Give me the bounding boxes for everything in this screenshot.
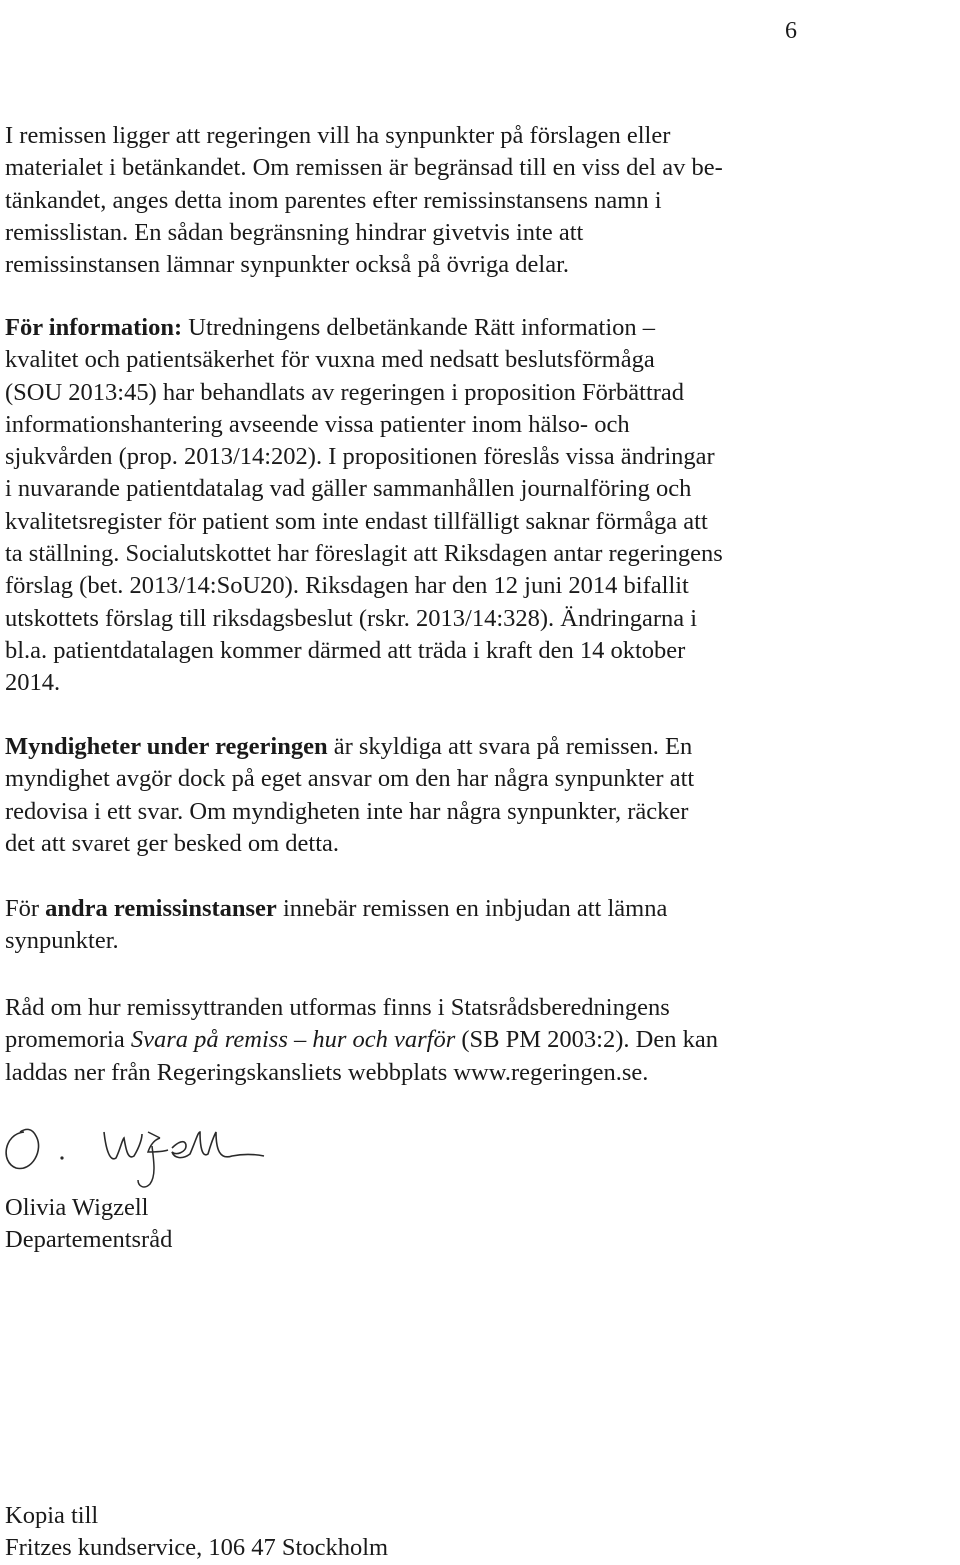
text-run: innebär remissen en inbjudan att lämna [276,895,668,922]
text-line: (SOU 2013:45) har behandlats av regeringen i proposition Förbättrad [5,378,685,406]
publication-title: Svara på remiss – hur och varför [130,1026,456,1054]
bold-lead: andra remissinstanser [45,895,277,922]
text-run: är skyldiga att svara på remissen. En [327,733,693,760]
bold-lead: För information: [5,314,183,341]
signatory-name: Olivia Wigzell [5,1194,149,1221]
text-line: förslag (bet. 2013/14:SoU20). Riksdagen har den 12 juni 2014 bifallit [5,572,689,600]
text-line: kvalitetsregister för patient som inte endast tillfälligt saknar förmåga att [5,507,708,535]
signatory [5,1192,172,1257]
text-line: remisslistan. En sådan begränsning hindrar givetvis inte att [5,218,584,246]
text-line: I remissen ligger att regeringen vill ha synpunkter på förslagen eller [5,122,671,149]
paragraph-advice [5,992,815,1089]
text-line: utskottets förslag till riksdagsbeslut (rskr. 2013/14:328). Ändringarna i [5,604,698,632]
text-line: ta ställning. Socialutskottet har föreslagit att Riksdagen antar regeringens [5,540,723,568]
text-line: laddas ner från Regeringskansliets webbplats www.regeringen.se. [5,1058,649,1086]
signatory-title: Departementsråd [5,1226,173,1254]
paragraph-information [5,312,815,700]
text-run: promemoria [5,1026,131,1054]
copy-to-label: Kopia till [5,1502,99,1529]
text-line: remissinstansen lämnar synpunkter också på övriga delar. [5,251,570,279]
text-line: synpunkter. [5,927,119,955]
copy-to [5,1500,388,1565]
text-line [5,731,815,763]
text-line [5,1024,815,1056]
copy-to-recipient: Fritzes kundservice, 106 47 Stockholm [5,1534,389,1562]
text-line: materialet i betänkandet. Om remissen är begränsad till en viss del av be- [5,154,723,182]
text-line: tänkandet, anges detta inom parentes efter remissinstansens namn i [5,186,662,214]
paragraph-other-bodies [5,893,815,958]
text-run: Utredningens delbetänkande Rätt information – [182,314,656,341]
paragraph-authorities [5,731,815,860]
text-line: bl.a. patientdatalagen kommer därmed att träda i kraft den 14 oktober [5,636,686,664]
text-line: Råd om hur remissyttranden utformas finns i Statsrådsberedningens [5,994,670,1021]
text-line: 2014. [5,669,61,697]
text-line: sjukvården (prop. 2013/14:202). I propositionen föreslås vissa ändringar [5,443,715,471]
text-run: För [5,895,46,922]
text-line: i nuvarande patientdatalag vad gäller sammanhållen journalföring och [5,475,692,503]
text-run: (SB PM 2003:2). Den kan [455,1026,718,1054]
text-line: informationshantering avseende vissa patienter inom hälso- och [5,410,630,438]
text-line [5,312,815,344]
text-line [5,893,815,925]
paragraph-remiss-scope [5,120,815,281]
bold-lead: Myndigheter under regeringen [5,733,328,760]
text-line: kvalitet och patientsäkerhet för vuxna med nedsatt beslutsförmåga [5,346,655,374]
text-line: det att svaret ger besked om detta. [5,829,340,857]
text-line: myndighet avgör dock på eget ansvar om den har några synpunkter att [5,765,695,793]
text-line: redovisa i ett svar. Om myndigheten inte har några synpunkter, räcker [5,797,689,825]
page-number: 6 [785,18,797,44]
